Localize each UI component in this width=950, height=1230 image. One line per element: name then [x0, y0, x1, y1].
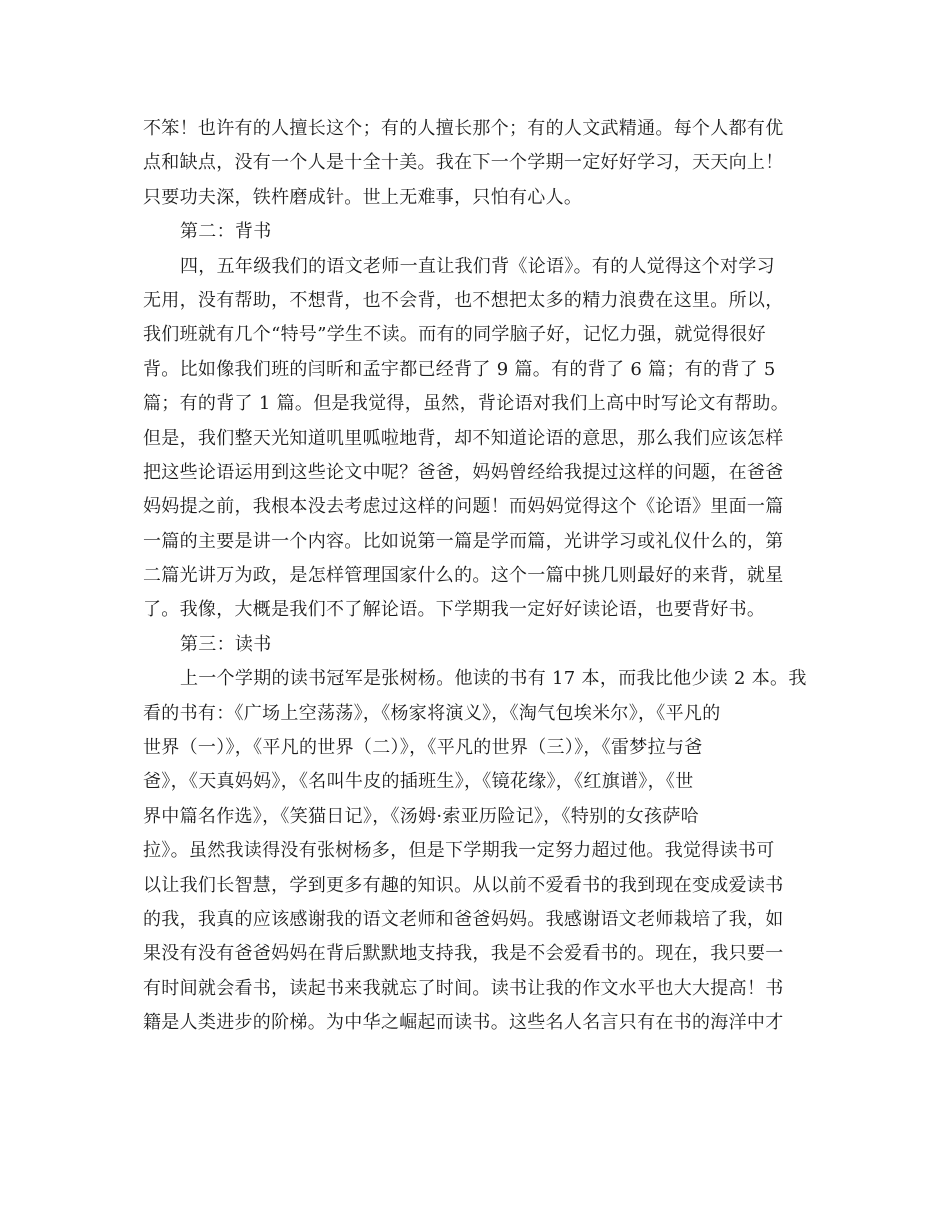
- section-heading-recitation: 第二：背书: [180, 221, 272, 243]
- text-line: 妈妈提之前，我根本没去考虑过这样的问题！而妈妈觉得这个《论语》里面一篇: [143, 496, 784, 518]
- text-line: 点和缺点，没有一个人是十全十美。我在下一个学期一定好好学习，天天向上！: [143, 152, 784, 174]
- text-line: 上一个学期的读书冠军是张树杨。他读的书有 17 本，而我比他少读 2 本。我: [180, 668, 807, 690]
- text-line: 界中篇名作选》，《笑猫日记》，《汤姆·索亚历险记》，《特别的女孩萨哈: [143, 805, 699, 827]
- text-line: 不笨！也许有的人擅长这个；有的人擅长那个；有的人文武精通。每个人都有优: [143, 118, 784, 139]
- text-line: 四，五年级我们的语文老师一直让我们背《论语》。有的人觉得这个对学习: [180, 255, 775, 277]
- text-line: 二篇光讲万为政，是怎样管理国家什么的。这个一篇中挑几则最好的来背，就星: [143, 565, 784, 587]
- text-line: 无用，没有帮助，不想背，也不会背，也不想把太多的精力浪费在这里。所以，: [143, 289, 784, 311]
- document-page: [143, 112, 809, 1041]
- text-line: 背。比如像我们班的闫昕和孟宇都已经背了 9 篇。有的背了 6 篇；有的背了 5: [143, 358, 776, 380]
- text-line: 籍是人类进步的阶梯。为中华之崛起而读书。这些名人名言只有在书的海洋中才: [143, 1012, 784, 1034]
- text-line: 拉》。虽然我读得没有张树杨多，但是下学期我一定努力超过他。我觉得读书可: [143, 840, 775, 862]
- text-line: 有时间就会看书，读起书来我就忘了时间。读书让我的作文水平也大大提高！书: [143, 977, 784, 999]
- text-line: 的我，我真的应该感谢我的语文老师和爸爸妈妈。我感谢语文老师栽培了我，如: [143, 908, 784, 930]
- text-line: 了。我像，大概是我们不了解论语。下学期我一定好好读论语，也要背好书。: [143, 599, 766, 621]
- text-line: 我们班就有几个“特号”学生不读。而有的同学脑子好，记忆力强，就觉得很好: [143, 324, 766, 346]
- text-line: 篇；有的背了 1 篇。但是我觉得，虽然，背论语对我们上高中时写论文有帮助。: [143, 393, 789, 415]
- text-line: 但是，我们整天光知道叽里呱啦地背，却不知道论语的意思，那么我们应该怎样: [143, 427, 784, 449]
- text-line: 以让我们长智慧，学到更多有趣的知识。从以前不爱看书的我到现在变成爱读书: [143, 874, 784, 896]
- text-line: 爸》，《天真妈妈》，《名叫牛皮的插班生》，《镜花缘》，《红旗谱》，《世: [143, 771, 694, 793]
- text-line: 只要功夫深，铁杵磨成针。世上无难事，只怕有心人。: [143, 186, 583, 208]
- text-line: 果没有没有爸爸妈妈在背后默默地支持我，我是不会爱看书的。现在，我只要一: [143, 943, 784, 965]
- text-line: 把这些论语运用到这些论文中呢？爸爸，妈妈曾经给我提过这样的问题，在爸爸: [143, 461, 784, 483]
- text-line: 一篇的主要是讲一个内容。比如说第一篇是学而篇，光讲学习或礼仪什么的，第: [143, 530, 784, 552]
- text-line: 世界（一）》，《平凡的世界（二）》，《平凡的世界（三）》，《雷梦拉与爸: [143, 737, 703, 759]
- section-heading-reading: 第三：读书: [180, 633, 272, 655]
- text-line: 看的书有：《广场上空荡荡》，《杨家将演义》，《淘气包埃米尔》，《平凡的: [143, 702, 721, 724]
